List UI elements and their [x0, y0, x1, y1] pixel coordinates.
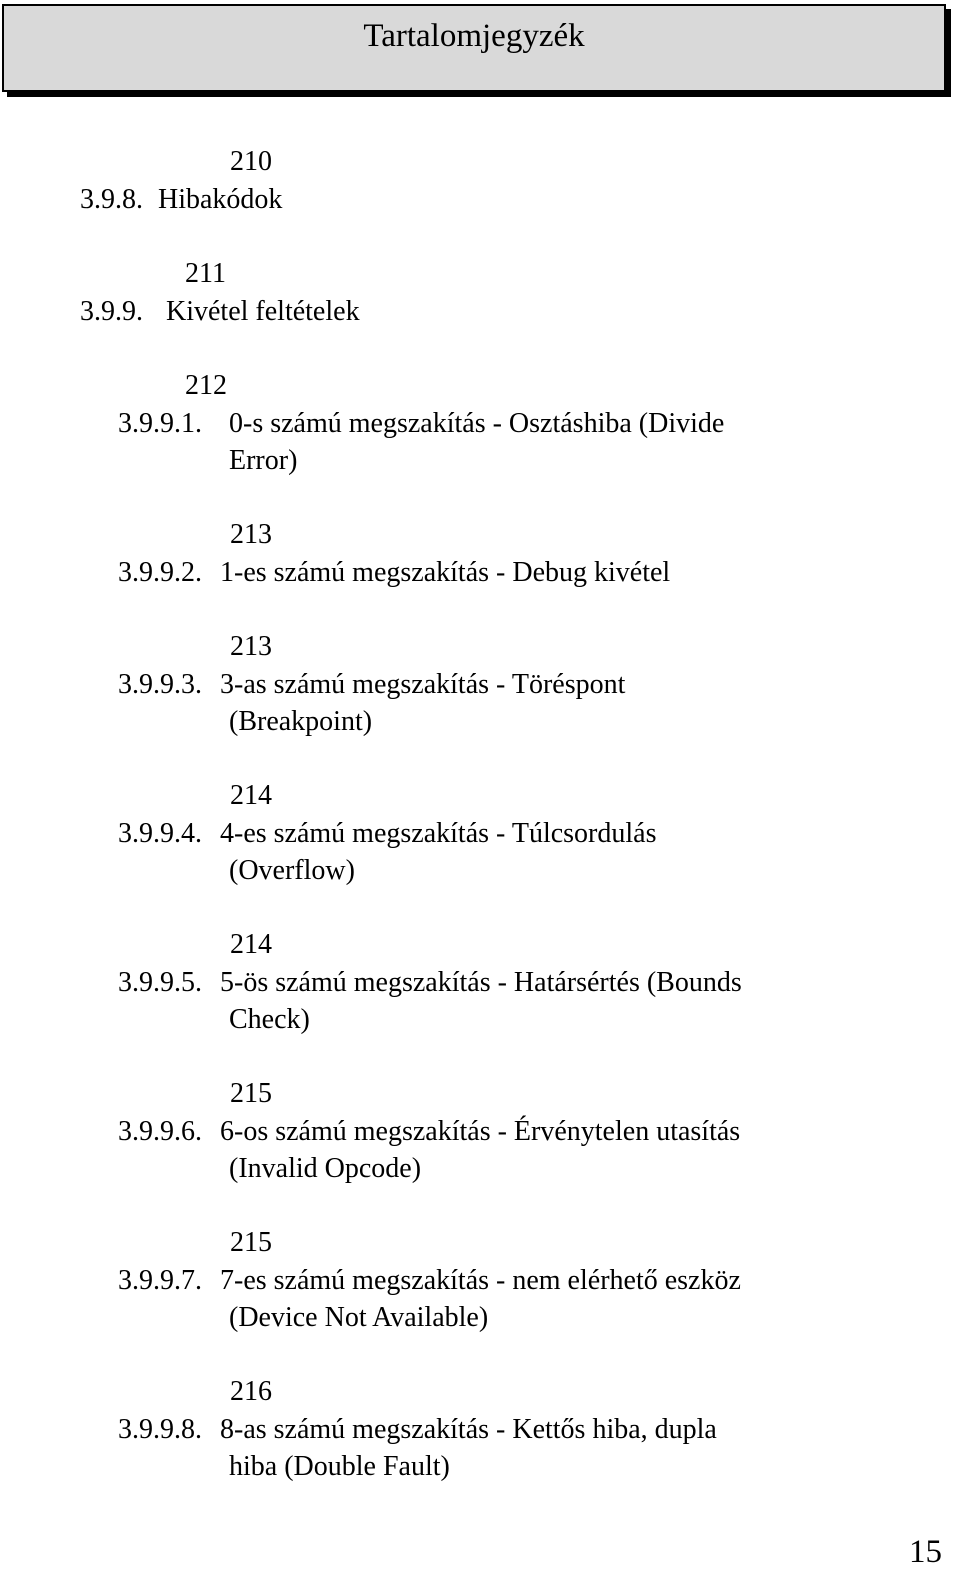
dot-leader — [230, 246, 832, 252]
toc-entry-title: Kivétel feltételek — [166, 296, 360, 327]
dot-leader — [230, 1364, 832, 1370]
dot-leader — [230, 358, 832, 364]
toc-page-number: 212 — [185, 370, 227, 401]
toc-entry-number: 3.9.9.3. — [118, 669, 202, 700]
toc-page-number: 216 — [230, 1376, 272, 1407]
dot-leader — [230, 135, 832, 141]
toc-entry-number: 3.9.8. — [80, 184, 143, 215]
toc-entry-title: 7-es számú megszakítás - nem elérhető eszköz — [220, 1265, 741, 1296]
toc-entry-title-continuation: (Overflow) — [229, 855, 355, 886]
toc-page-number: 210 — [230, 146, 272, 177]
dot-leader — [230, 507, 832, 513]
toc-entry-number: 3.9.9.4. — [118, 818, 202, 849]
toc-entry-number: 3.9.9.5. — [118, 967, 202, 998]
toc-entry-title: 0-s számú megszakítás - Osztáshiba (Divide — [229, 408, 725, 439]
page-title: Tartalomjegyzék — [363, 18, 585, 54]
toc-entry-title-continuation: (Device Not Available) — [229, 1302, 489, 1333]
toc-entry-number: 3.9.9. — [80, 296, 143, 327]
toc-entry-title: 1-es számú megszakítás - Debug kivétel — [220, 557, 671, 588]
toc-entry-title: 3-as számú megszakítás - Töréspont — [220, 669, 626, 700]
toc-page-number: 215 — [230, 1078, 272, 1109]
toc-entry-title-continuation: Error) — [229, 445, 298, 476]
dot-leader — [230, 917, 832, 923]
toc-page-number: 214 — [230, 929, 272, 960]
toc-entry-title: 4-es számú megszakítás - Túlcsordulás — [220, 818, 657, 849]
toc-entry-title-continuation: (Breakpoint) — [229, 706, 373, 737]
footer-page-number: 15 — [909, 1534, 942, 1570]
toc-page-number: 213 — [230, 519, 272, 550]
toc-entry-title-continuation: Check) — [229, 1004, 310, 1035]
toc-entry-number: 3.9.9.8. — [118, 1414, 202, 1445]
toc-entry-number: 3.9.9.1. — [118, 408, 202, 439]
dot-leader — [230, 1215, 832, 1221]
dot-leader — [230, 619, 832, 625]
toc-entry-title: 6-os számú megszakítás - Érvénytelen utasítás — [220, 1116, 741, 1147]
toc-entry-number: 3.9.9.6. — [118, 1116, 202, 1147]
toc-entry-title-continuation: hiba (Double Fault) — [229, 1451, 450, 1482]
toc-entry-title: 8-as számú megszakítás - Kettős hiba, dupla — [220, 1414, 717, 1445]
toc-entry-title: Hibakódok — [158, 184, 283, 215]
toc-page-number: 213 — [230, 631, 272, 662]
toc-entry-title-continuation: (Invalid Opcode) — [229, 1153, 422, 1184]
toc-entry-title: 5-ös számú megszakítás - Határsértés (Bounds — [220, 967, 742, 998]
dot-leader — [230, 768, 832, 774]
toc-page-number: 215 — [230, 1227, 272, 1258]
toc-page-number: 211 — [185, 258, 226, 289]
toc-page-number: 214 — [230, 780, 272, 811]
toc-header-box — [2, 4, 946, 92]
toc-entry-number: 3.9.9.2. — [118, 557, 202, 588]
dot-leader — [230, 1066, 832, 1072]
toc-entry-number: 3.9.9.7. — [118, 1265, 202, 1296]
